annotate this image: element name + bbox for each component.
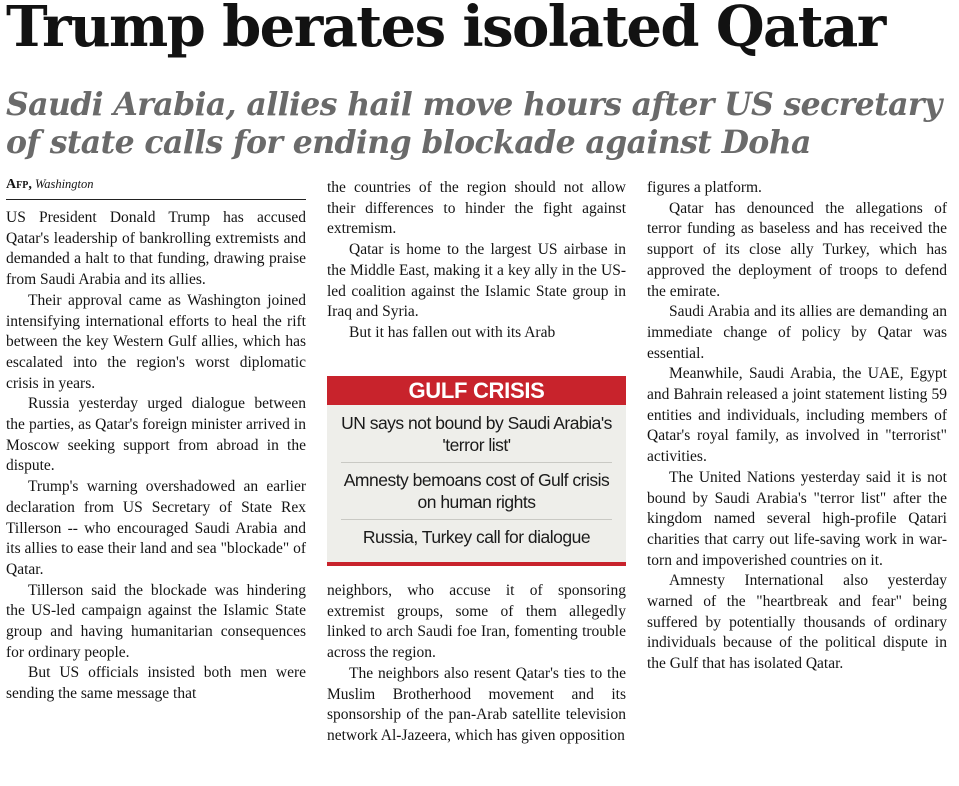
paragraph: Trump's warning overshadowed an earlier declaration from US Secretary of State Rex Tillerson -- who encouraged Saudi Arabia and its allies to ease their land and sea "blockade" of Qatar. xyxy=(6,478,306,578)
article-column-3 xyxy=(647,178,947,675)
paragraph: US President Donald Trump has accused Qatar's leadership of bankrolling extremists and demanded a halt to that funding, drawing praise from Saudi Arabia and its allies. xyxy=(6,209,306,289)
article-column-2-top xyxy=(327,178,626,344)
sidebar-item: Amnesty bemoans cost of Gulf crisis on human rights xyxy=(343,470,610,512)
byline-place: Washington xyxy=(34,177,94,191)
paragraph: neighbors, who accuse it of sponsoring extremist groups, some of them allegedly linked to arch Saudi foe Iran, fomenting trouble across the region. xyxy=(327,582,626,662)
paragraph: The neighbors also resent Qatar's ties to the Muslim Brotherhood movement and its sponsorship of the pan-Arab satellite television network Al-Jazeera, which has given opposition xyxy=(327,664,626,744)
sidebar-divider xyxy=(341,462,612,463)
paragraph: Meanwhile, Saudi Arabia, the UAE, Egypt and Bahrain released a joint statement listing 59 entities and individuals, including members of Qatar's royal family, as involved in "terrorist" activities. xyxy=(647,365,947,466)
paragraph: figures a platform. xyxy=(647,179,762,196)
paragraph: Tillerson said the blockade was hindering the US-led campaign against the Islamic State group and having humanitarian consequences for ordinary people. xyxy=(6,581,306,661)
gulf-crisis-sidebar xyxy=(327,376,626,566)
paragraph: The United Nations yesterday said it is not bound by Saudi Arabia's "terror list" after the kingdom named several high-profile Qatari charities that carry out life-saving work in war-torn and impoverished countries on it. xyxy=(647,468,947,569)
article-column-2-bottom xyxy=(327,581,626,747)
paragraph: Saudi Arabia and its allies are demanding an immediate change of policy by Qatar was essential. xyxy=(647,303,947,362)
sidebar-item: UN says not bound by Saudi Arabia's 'terror list' xyxy=(341,413,612,455)
paragraph: But it has fallen out with its Arab xyxy=(349,323,556,341)
sidebar-title: GULF CRISIS xyxy=(327,376,626,405)
headline: Trump berates isolated Qatar xyxy=(6,0,885,60)
paragraph: the countries of the region should not allow their differences to hinder the fight against extremism. xyxy=(327,179,626,238)
paragraph: Their approval came as Washington joined intensifying international efforts to heal the rift between the key Western Gulf allies, which has escalated into the region's worst diplomatic crisis in years. xyxy=(6,291,306,392)
subheadline: Saudi Arabia, allies hail move hours after US secretary of state calls for ending blockade against Doha xyxy=(6,86,942,161)
byline-agency: Afp, xyxy=(6,177,32,192)
byline xyxy=(6,177,306,200)
paragraph: Qatar is home to the largest US airbase in the Middle East, making it a key ally in the US-led coalition against the Islamic State group in Iraq and Syria. xyxy=(327,241,626,321)
paragraph: But US officials insisted both men were sending the same message that xyxy=(6,664,306,703)
paragraph: Qatar has denounced the allegations of terror funding as baseless and has received the support of its close ally Turkey, which has approved the deployment of troops to defend the emirate. xyxy=(647,199,947,300)
paragraph: Amnesty International also yesterday warned of the "heartbreak and fear" being suffered by potentially thousands of ordinary individuals because of the political dispute in the Gulf that has isolated Qatar. xyxy=(647,572,947,673)
sidebar-divider xyxy=(341,519,612,520)
paragraph: Russia yesterday urged dialogue between the parties, as Qatar's foreign minister arrived in Moscow seeking support from abroad in the dispute. xyxy=(6,395,306,475)
sidebar-item: Russia, Turkey call for dialogue xyxy=(362,527,591,547)
article-column-1 xyxy=(6,208,306,705)
